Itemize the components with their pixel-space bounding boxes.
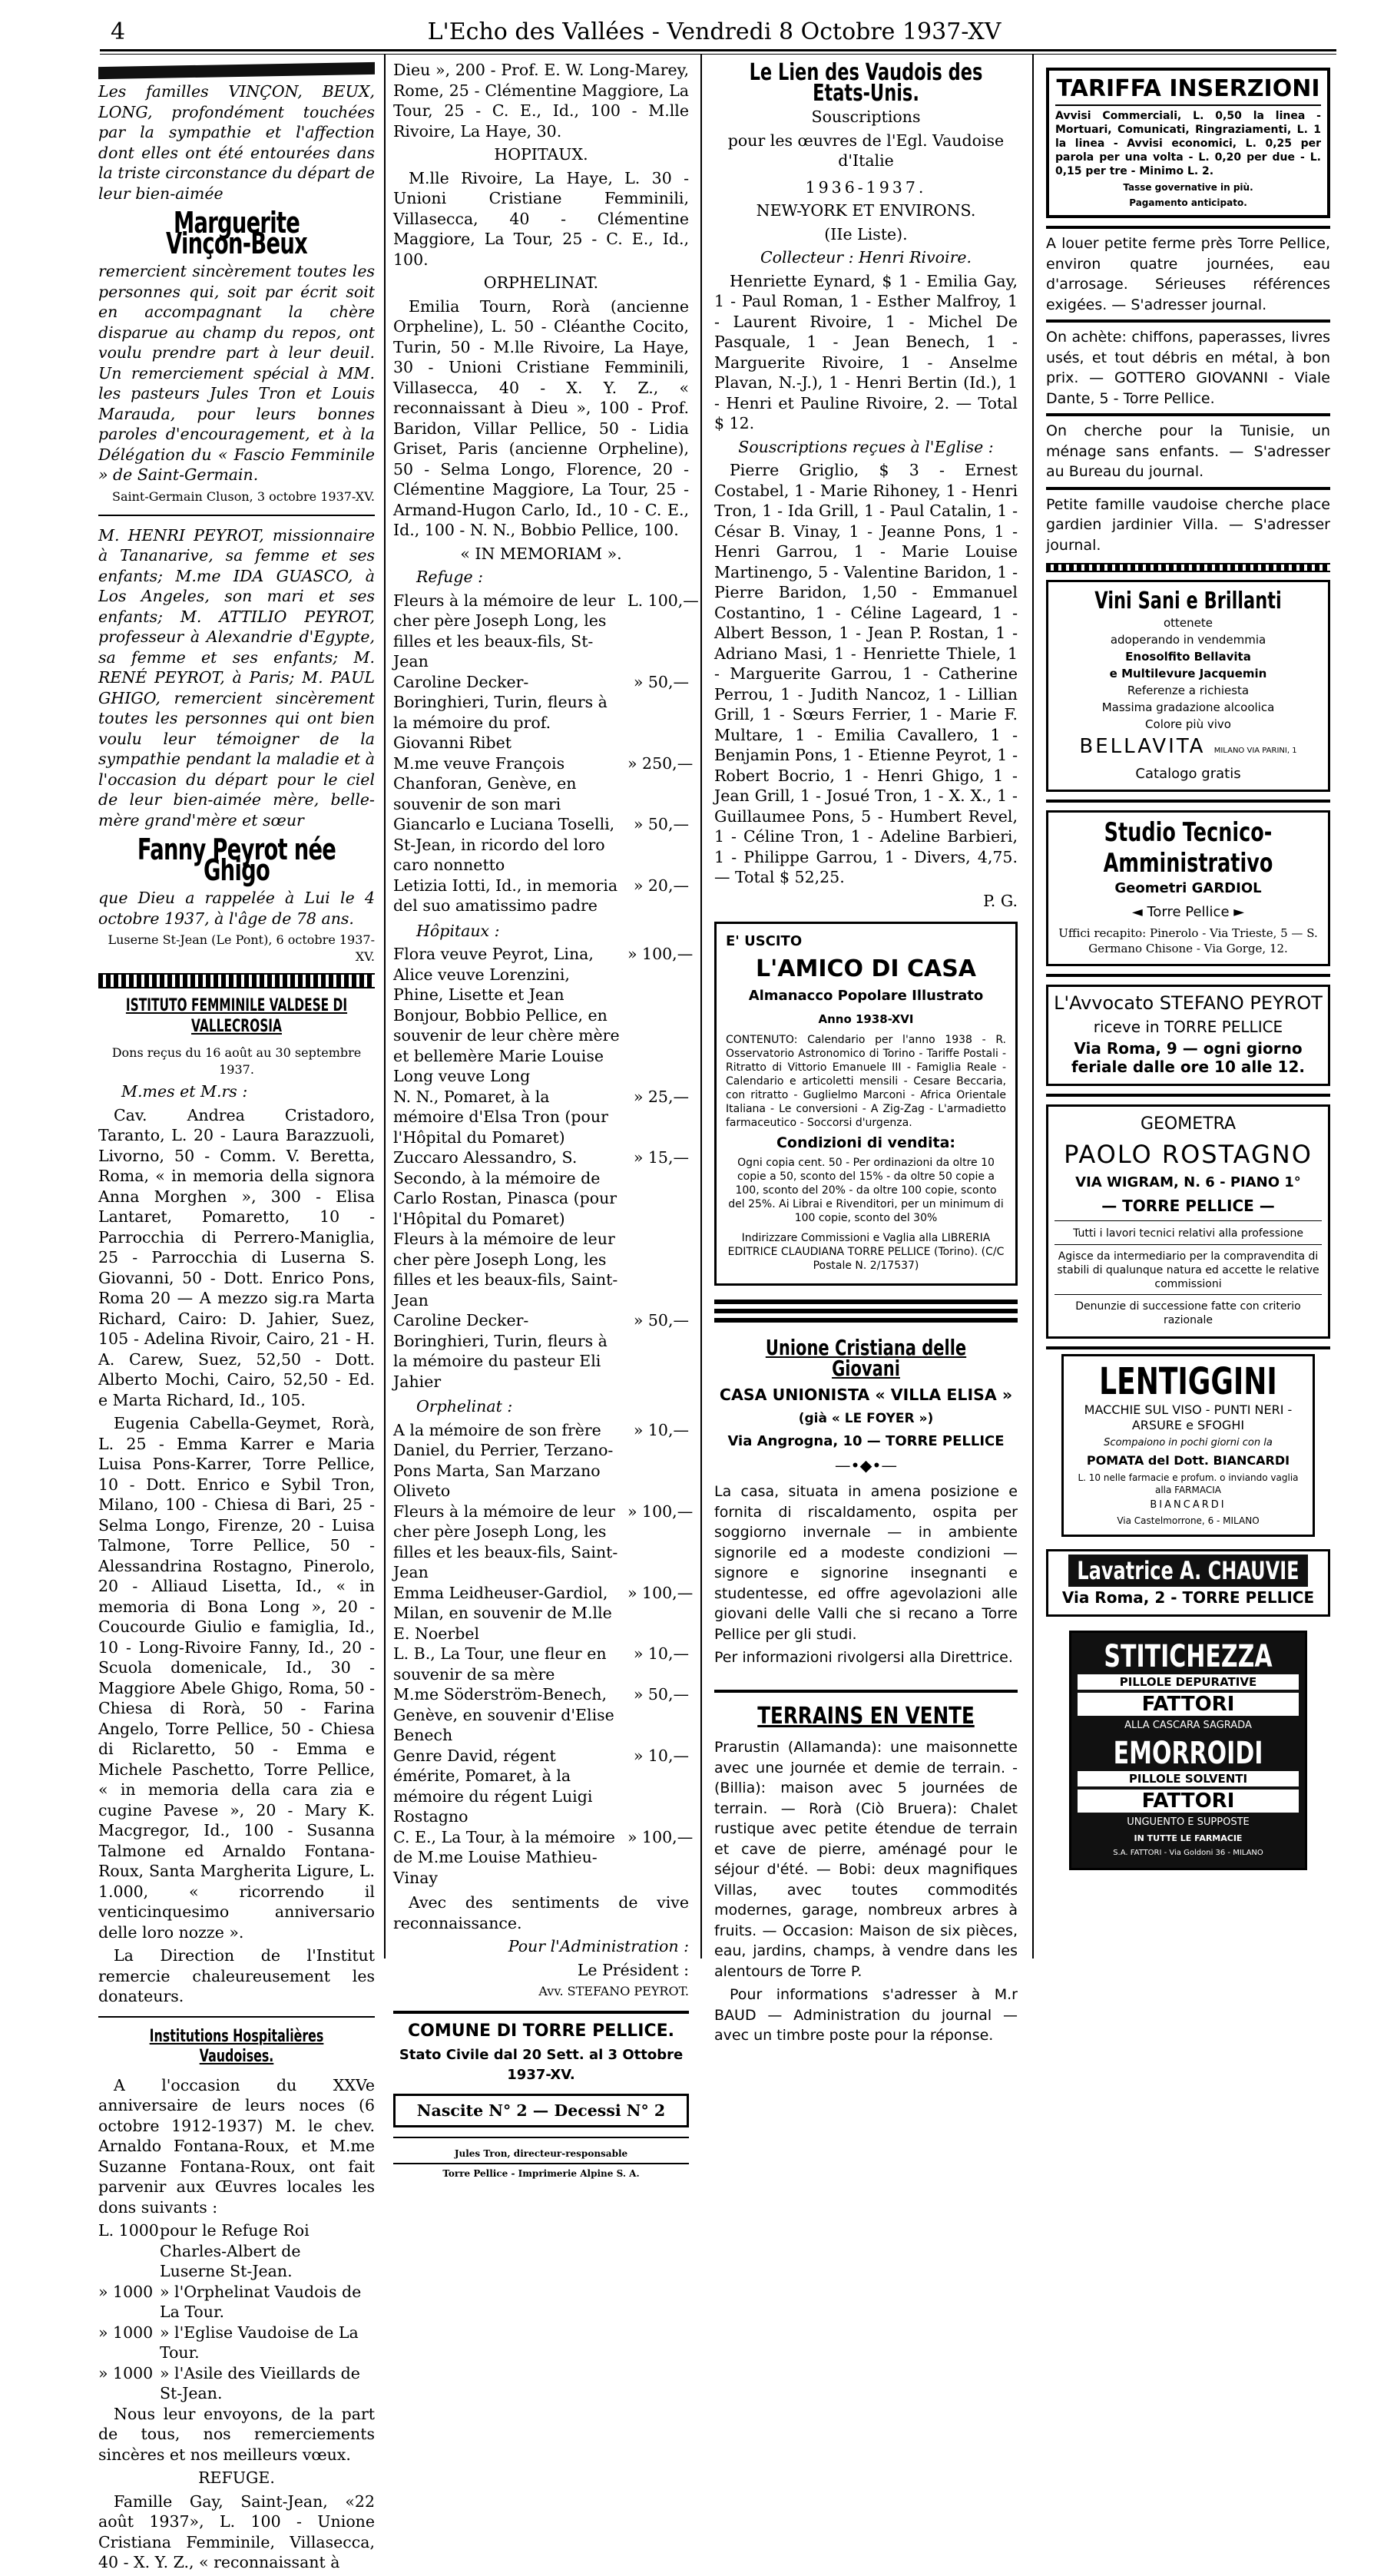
istituto-title: ISTITUTO FEMMINILE VALDESE DI VALLECROSIA [125,996,348,1036]
memoriam-entry: Zuccaro Alessandro, S. Secondo, à la mémoire de Carlo Rostan, Pinasca (pour l'Hôpital du Pomaret) » 15,— [393,1148,689,1228]
memoriam-heading: « IN MEMORIAM ». [460,544,622,563]
emorroidi-line: S.A. FATTORI - Via Goldoni 36 - MILANO [1113,1849,1263,1857]
geometra-agency: Agisce da intermediario per la compravendita di stabili di qualunque natura ed accette le relative commissioni [1055,1244,1322,1291]
ornament: —•◆•— [835,1455,897,1475]
decorative-bar [714,1318,1018,1323]
emorroidi-line: PILLOLE SOLVENTI [1078,1771,1299,1786]
amico-conditions-title: Condizioni di vendita: [776,1134,956,1151]
vini-line: Referenze a richiesta [1127,684,1250,697]
avvocato-text: riceve in TORRE PELLICE [1093,1018,1283,1036]
column-1 [98,60,375,2576]
lien-subtitle: Souscriptions [811,108,921,126]
hopitaux-heading: HOPITAUX. [494,145,588,164]
ucg-address: Via Angrogna, 10 — TORRE PELLICE [727,1433,1005,1449]
divider [1046,1094,1330,1097]
lien-list: (IIe Liste). [824,224,908,243]
memoriam-entry: M.me veuve François Chanforan, Genève, en souvenir de son mari » 250,— [393,753,694,813]
memoriam-entry: Caroline Decker-Boringhieri, Turin, fleurs à la mémoire du pasteur Eli Jahier » 50,— [393,1311,689,1391]
lien-signature: P. G. [983,891,1018,910]
divider [1046,226,1330,229]
divider [1046,320,1330,323]
lentiggini-line: MACCHIE SUL VISO - PUNTI NERI - ARSURE e SFOGHI [1084,1402,1293,1432]
memoriam-entry: Fleurs à la mémoire de leur cher père Joseph Long, les filles et les beaux-fils, Saint-Jean [393,1230,618,1310]
lavatrice-title: Lavatrice A. CHAUVIE [1068,1555,1308,1587]
tariffa-text: Avvisi Commerciali, L. 0,50 la linea - Mortuari, Comunicati, Ringraziamenti, L. 1 la linea - Avvisi economici, L. 0,25 per parola per una volta - L. 0,20 per due - L. 0,15 per tre - Minimo L. 2. [1055,110,1321,177]
memoriam-entry: N. N., Pomaret, à la mémoire d'Elsa Tron (pour l'Hôpital du Pomaret) » 25,— [393,1087,689,1147]
peyrot-name: Fanny Peyrot née Ghigo [137,833,336,887]
lentiggini-title: LENTIGGINI [1099,1360,1277,1403]
masthead-title: L'Echo des Vallées - Vendredi 8 Octobre 1937-XV [427,18,1002,45]
stitichezza-line: PILLOLE DEPURATIVE [1078,1674,1299,1690]
divider [98,515,375,516]
institutions-text: A l'occasion du XXVe anniversaire de leurs noces (6 octobre 1912-1937) M. le chev. Arnaldo Fontana-Roux, et M.me Suzanne Fontana-Roux, ont fait parvenir aux Œuvres locales les dons suivants : [98,2075,375,2217]
divider [714,1690,1018,1693]
lien-years: 1936-1937. [805,177,927,197]
lentiggini-line: POMATA del Dott. BIANCARDI [1086,1453,1290,1468]
divider [393,2011,689,2014]
amico-title: L'AMICO DI CASA [755,955,977,982]
imprint-printer: Torre Pellice - Imprimerie Alpine S. A. [442,2168,640,2179]
memoriam-entry: A la mémoire de son frère Daniel, du Perrier, Terzano-Pons Marta, San Marzano Oliveto » 10,— [393,1420,689,1500]
studio-title: Studio Tecnico-Amministrativo [1103,817,1273,879]
ucg-casa: CASA UNIONISTA « VILLA ELISA » [719,1386,1013,1404]
vini-line: ottenete [1163,616,1213,630]
vincon-signature: Saint-Germain Cluson, 3 octobre 1937-XV. [111,488,375,504]
refuge-subheading: Refuge : [416,568,484,586]
vincon-thanks: remercient sincèrement toutes les personnes qui, soit par écrit soit en accompagnant la chère disparue au champ du repos, ont voulu prendre part à leur deuil. Un remerciement spécial à MM. les pasteurs Jules Tron et Louis Marauda, pour leurs bonnes paroles d'encouragement, et à la Délégation du « Fascio Femminile » de Saint-Germain. [98,262,375,484]
terrains-text: Prarustin (Allamanda): une maisonnette avec une journée et demie de terrain. - (Billia): maison avec 5 journées de terrain. — Rorà (Ciò Bruera): Chalet rustique avec petite étendue de terrain et cave de pierre, aménagé pour le séjour d'été. — Bobi: deux magnifiques Villas, avec toutes commodités modernes, garage, nombreux arbres à fruits. — Occasion: Maison de six pièces, eau, jardins, champs, à vendre dans les alentours de Torre P. [714,1739,1018,1980]
memoriam-entry: Emma Leidheuser-Gardiol, Milan, en souvenir de M.lle E. Noerbel » 100,— [393,1583,694,1643]
stitichezza-line: ALLA CASCARA SAGRADA [1124,1720,1252,1731]
lien-subtitle-2: pour les œuvres de l'Egl. Vaudoise d'Italie [727,131,1005,170]
memoriam-entry: Giancarlo e Luciana Toselli, St-Jean, in ricordo del loro caro nonnetto » 50,— [393,815,689,874]
geometra-head: GEOMETRA [1140,1114,1237,1134]
avvocato-ad [1046,985,1330,1086]
tariffa-title: TARIFFA INSERZIONI [1055,74,1321,106]
decorative-bar [714,1300,1018,1304]
studio-name: Geometri GARDIOL [1114,880,1262,896]
header-rule [100,49,1336,51]
stitichezza-ad [1069,1631,1307,1870]
column-4 [1046,60,1330,1870]
peyrot-text: que Dieu a rappelée à Lui le 4 octobre 1937, à l'âge de 78 ans. [98,889,375,928]
closing-pour: Pour l'Administration : [508,1937,689,1955]
stitichezza-line: FATTORI [1078,1693,1299,1716]
institution-item: » 1000 » l'Asile des Vieillards de St-Jean. [98,2363,360,2402]
istituto-thanks: La Direction de l'Institut remercie chaleureusement les donateurs. [98,1946,375,2005]
geometra-city: — TORRE PELLICE — [1101,1197,1275,1215]
top-text: Dieu », 200 - Prof. E. W. Long-Marey, Rome, 25 - Clémentine Maggiore, La Tour, 25 - C. E., Id., 100 - M.lle Rivoire, La Haye, 30. [393,61,689,141]
vini-title: Vini Sani e Brillanti [1094,588,1282,614]
orphelinat-heading: ORPHELINAT. [483,273,599,292]
hopitaux-text: M.lle Rivoire, La Haye, L. 30 - Unioni Cristiane Femminili, Villasecca, 40 - Clémentine Maggiore, La Tour, 25 - C. E., Id., 100. [393,168,689,269]
emorroidi-line: IN TUTTE LE FARMACIE [1134,1833,1243,1843]
institutions-thanks: Nous leur envoyons, de la part de tous, nos remerciements sincères et nos meilleurs vœux. [98,2404,375,2464]
header-rule-thin [100,54,1336,55]
studio-offices: Uffici recapito: Pinerolo - Via Trieste, 5 — S. Germano Chisone - Via Gorge, 12. [1058,926,1318,955]
tariffa-box [1046,68,1330,218]
peyrot-notice: M. HENRI PEYROT, missionnaire à Tananarive, sa femme et ses enfants; M.me IDA GUASCO, à Los Angeles, son mari et ses enfants; M. ATTILIO PEYROT, professeur à Alexandrie d'Egypte, sa femme et ses enfants; M. RENÉ PEYROT, à Paris; M. PAUL GHIGO, remercient sincèrement toutes les personnes qui ont bien voulu leur témoigner de la sympathie pendant la maladie et à l'occasion du départ pour le ciel de leur bien-aimée mère, belle-mère grand'mère et sœur [98,525,375,829]
imprint-director: Jules Tron, directeur-responsable [454,2148,628,2159]
tariffa-payment: Pagamento anticipato. [1129,197,1247,208]
lavatrice-address: Via Roma, 2 - TORRE PELLICE [1061,1588,1315,1607]
amico-content: CONTENUTO: Calendario per l'anno 1938 - R. Osservatorio Astronomico di Torino - Tariffe Postali - Ritratto di Vittorio Emanuele III - Famiglia Reale - Calendario e articoletti mensili - Cesare Beccaria, con ritratto - Guglielmo Marconi - Africa Orientale Italiana - Le conversioni - A Zig-Zag - L'armadietto farmaceutico - Soccorsi d'urgenza. [726,1033,1006,1129]
tariffa-tax: Tasse governative in più. [1123,182,1253,193]
memoriam-entry: Letizia Iotti, Id., in memoria del suo amatissimo padre » 20,— [393,876,689,915]
stitichezza-title: STITICHEZZA [1104,1639,1273,1674]
lentiggini-ad [1061,1354,1315,1537]
lien-city: NEW-YORK ET ENVIRONS. [756,201,976,220]
vini-catalog: Catalogo gratis [1135,766,1241,782]
geometra-ad [1046,1104,1330,1339]
column-2 [393,60,699,2183]
geometra-succession: Denunzie di successione fatte con criterio razionale [1055,1294,1322,1327]
mourning-bar [98,62,375,79]
studio-city: ◄ Torre Pellice ► [1131,903,1245,920]
lien-subtitle-3: Souscriptions reçues à l'Eglise : [738,437,994,456]
vini-brand: BELLAVITA MILANO VIA PARINI, 1 [1079,735,1297,758]
vini-line: Massima gradazione alcoolica [1101,700,1275,714]
vini-ad [1046,580,1330,792]
divider [393,2137,689,2138]
hopitaux-subheading: Hôpitaux : [416,921,500,940]
lien-text-2: Pierre Griglio, $ 3 - Ernest Costabel, 1 - Marie Rihoney, 1 - Henri Tron, 1 - Ida Grill, 1 - Paul Catalin, 1 - César B. Vinay, 1 - Jeanne Pons, 1 - Henri Garrou, 1 - Marie Louise Martinengo, 5 - Valentine Baridon, 1 - Pierre Baridon, 1,50 - Emmanuel Costantino, 1 - Céline Lageard, 1 - Albert Besson, 1 - Jean P. Rostan, 1 - Adriano Masi, 1 - Henriette Thiele, 1 - Marguerite Garrou, 1 - Catherine Perrou, 1 - Judith Nancoz, 1 - Lillian Grill, 1 - Sœurs Ferrier, 1 - Marie F. Multare, 1 - Emilia Cavallero, 1 - Benjamin Pons, 1 - Etienne Peyrot, 1 - Robert Bocrio, 1 - Henri Ghigo, 1 - Jean Grill, 1 - Josué Tron, 1 - X. X., 1 - Guillaumee Pons, 5 - Humbert Revel, 1 - Céline Tron, 1 - Adeline Barbieri, 1 - Philippe Garrou, 1 - Divers, 4,75. — Total $ 52,25. [714,461,1018,886]
lien-collector: Collecteur : Henri Rivoire. [760,248,972,267]
comune-title: COMUNE DI TORRE PELLICE. [408,2021,674,2041]
amico-subtitle: Almanacco Popolare Illustrato [748,987,984,1004]
divider [98,2016,375,2018]
memoriam-entry: Genre David, régent émérite, Pomaret, à la mémoire du régent Luigi Rostagno » 10,— [393,1746,689,1826]
avvocato-title: L'Avvocato STEFANO PEYROT [1054,992,1323,1014]
refuge-heading: REFUGE. [198,2468,275,2487]
geometra-address: VIA WIGRAM, N. 6 - PIANO 1° [1075,1174,1301,1190]
orphelinat-subheading: Orphelinat : [416,1397,513,1415]
studio-ad [1046,810,1330,966]
institutions-list [98,2220,375,2404]
divider [1046,974,1330,977]
ad-louer: A louer petite ferme près Torre Pellice, environ quatre journées, eau d'arrosage. Sérieuses références exigées. — S'adresser journal. [1046,235,1330,313]
divider [1046,1346,1330,1349]
page-header [100,14,1329,48]
vini-line: e Multilevure Jacquemin [1109,667,1267,680]
ad-cherche: On cherche pour la Tunisie, un ménage sans enfants. — S'adresser au Bureau du journal. [1046,422,1330,480]
refuge-text: Famille Gay, Saint-Jean, «22 août 1937», L. 100 - Unione Cristiana Femminile, Villasecca, 40 - X. Y. Z., « reconnaissant à [98,2492,375,2571]
ucg-info: Per informazioni rivolgersi alla Direttrice. [714,1649,1013,1666]
institution-item: » 1000 » l'Eglise Vaudoise de La Tour. [98,2323,359,2362]
comune-subtitle: Stato Civile dal 20 Sett. al 3 Ottobre 1937-XV. [399,2046,684,2083]
comune-box: Nascite N° 2 — Decessi N° 2 [393,2094,689,2128]
vincon-notice: Les familles VINÇON, BEUX, LONG, profondément touchées par la sympathie et l'affection dont elles ont été entourées dans la triste circonstance du départ de leur bien-aimée [98,82,375,203]
amico-label: E' USCITO [726,933,803,949]
column-divider [384,54,386,1958]
vini-line: Enosolfito Bellavita [1125,650,1251,664]
decorative-bar [714,1309,1018,1313]
amico-conditions: Ogni copia cent. 50 - Per ordinazioni da oltre 10 copie a 50, sconto del 15% - da oltre 50 copie a 100, sconto del 20% - da oltre 100 copie, sconto del 25%. Ai Librai e Rivenditori, per un minimum di 100 copie, sconto del 30% [728,1157,1004,1224]
ad-achete: On achète: chiffons, paperasses, livres usés, et tout débris en métal, à bon prix. — GOTTERO GIOVANNI - Viale Dante, 5 - Torre Pellice. [1046,329,1330,407]
lentiggini-line: BIANCARDI [1150,1499,1227,1511]
memoriam-entry: L. B., La Tour, une fleur en souvenir de sa mère » 10,— [393,1644,689,1684]
istituto-text-2: Eugenia Cabella-Geymet, Rorà, L. 25 - Emma Karrer e Maria Luisa Pons-Karrer, Torre Pellice, 10 - Dott. Enrico e Sybil Tron, Milano, 100 - Chiesa di Bari, 25 - Selma Longo, Firenze, 20 - Luisa Talmone, Torre Pellice, 50 - Alessandrina Rostagno, Pinerolo, 20 - Alliaud Lisetta, Id., « in memoria di Bona Long », 20 - Coucourde Giulio e famiglia, Id., 10 - Long-Rivoire Fanny, Id., 20 - Scuola domenicale, Id., 30 - Maggiore Abele Ghigo, Roma, 50 - Chiesa di Rorà, 50 - Farina Angelo, Torre Pellice, 50 - Chiesa di Riclaretto, 50 - Emma e Michele Paschetto, Torre Pellice, « in memoria della cara zia e cugine Pavese », 20 - Mary K. Macgregor, Id., 100 - Susanna Talmone ed Arnaldo Fontana-Roux, Santa Margherita Ligure, L. 1.000, « ricorrendo il venticinquesimo anniversario delle loro nozze ». [98,1414,375,1942]
divider [393,2163,689,2164]
page-number: 4 [111,18,126,45]
emorroidi-title: EMORROIDI [1113,1736,1263,1771]
amico-address: Indirizzare Commissioni e Vaglia alla LIBRERIA EDITRICE CLAUDIANA TORRE PELLICE (Torino). (C/C Postale N. 2/17537) [727,1232,1005,1272]
closing-name: Avv. STEFANO PEYROT. [538,1984,689,1998]
divider [1046,413,1330,416]
institution-item: » 1000 » l'Orphelinat Vaudois de La Tour. [98,2282,362,2321]
lentiggini-line: Scompaiono in pochi giorni con la [1104,1437,1273,1449]
avvocato-address: Via Roma, 9 — ogni giorno feriale dalle ore 10 alle 12. [1071,1039,1305,1076]
divider [1046,800,1330,803]
decorative-divider [1046,563,1330,572]
geometra-name: PAOLO ROSTAGNO [1064,1140,1313,1169]
column-divider [1032,54,1034,1958]
memoriam-entry: Fleurs à la mémoire de leur cher père Joseph Long, les filles et les beaux-fils, St-Jean L. 100,— [393,591,699,670]
istituto-subtitle: Dons reçus du 16 août au 30 septembre 1937. [111,1045,362,1077]
amico-ad [714,922,1018,1286]
memoriam-entry: C. E., La Tour, à la mémoire de M.me Louise Mathieu-Vinay » 100,— [393,1827,694,1887]
lavatrice-ad [1046,1549,1330,1617]
lentiggini-line: Via Castelmorrone, 6 - MILANO [1117,1515,1260,1526]
orphelinat-text: Emilia Tourn, Rorà (ancienne Orpheline), L. 50 - Cléanthe Cocito, Turin, 50 - M.lle Rivoire, La Haye, 30 - Unioni Cristiane Femminili, Villasecca, 40 - X. Y. Z., « reconnaissant à Dieu », 100 - Prof. Baridon, Villar Pellice, 50 - Lidia Griset, Paris (ancienne Orpheline), 50 - Selma Longo, Florence, 20 - Clémentine Maggiore, La Tour, 25 - Armand-Hugon Carlo, Id., 10 - C. E., Id., 100 - N. N., Bobbio Pellice, 100. [393,296,689,539]
memoriam-entry: Fleurs à la mémoire de leur cher père Joseph Long, les filles et les beaux-fils, Saint-Jean » 100,— [393,1502,694,1581]
geometra-work: Tutti i lavori tecnici relativi alla professione [1055,1220,1322,1241]
amico-year: Anno 1938-XVI [818,1012,914,1026]
column-3 [714,60,1018,2049]
decorative-divider [98,973,375,988]
divider [1046,487,1330,490]
closing-text: Avec des sentiments de vive reconnaissance. [393,1893,689,1932]
lien-text-1: Henriette Eynard, $ 1 - Emilia Gay, 1 - Paul Roman, 1 - Esther Malfroy, 1 - Laurent Rivoire, 1 - Michel De Pasquale, 1 - Jean Benech, 1 - Marguerite Rivoire, 1 - Anselme Plavan, N.-J.), 1 - Henri Bertin (Id.), 1 - Henri et Pauline Rivoire, 2. — Total $ 12. [714,271,1018,432]
lentiggini-line: L. 10 nelle farmacie e profum. o inviando vaglia alla FARMACIA [1078,1472,1299,1495]
memoriam-entry: Flora veuve Peyrot, Lina, Alice veuve Lorenzini, Phine, Lisette et Jean Bonjour, Bobbio Pellice, en souvenir de leur chère mère et bellemère Marie Louise Long veuve Long » 100,— [393,945,694,1085]
vincon-name: Marguerite Vinçon-Beux [165,206,308,260]
vini-line: Colore più vivo [1145,717,1231,731]
lien-title: Le Lien des Vaudois des Etats-Unis. [749,59,983,107]
column-divider [700,54,702,1958]
istituto-text: Cav. Andrea Cristadoro, Taranto, L. 20 - Laura Barazzuoli, Livorno, 50 - Comm. V. Beretta, Roma, « in memoria della signora Anna Morghen », 300 - Elisa Lantaret, Pomaretto, 10 - Parrocchia di Perrero-Maniglia, 25 - Parrocchia di Luserna S. Giovanni, 50 - Dott. Enrico Pons, Roma 20 — A mezzo sig.ra Marta Richard, Cairo: D. Jahier, Suez, 105 - Adelina Rivoir, Cairo, 21 - H. A. Carew, Suez, 52,50 - Dott. Alberto Mochi, Cairo, 52,50 - Ed. e Marta Richard, Id., 105. [98,1105,375,1409]
terrains-title: TERRAINS EN VENTE [757,1702,975,1730]
terrains-info: Pour informations s'adresser à M.r BAUD — Administration du journal — avec un timbre poste pour la réponse. [714,1986,1018,2044]
emorroidi-line: FATTORI [1078,1790,1299,1813]
istituto-mm: M.mes et M.rs : [121,1082,248,1101]
vini-line: adoperando in vendemmia [1110,633,1266,647]
memoriam-entry: M.me Söderström-Benech, Genève, en souvenir d'Elise Benech » 50,— [393,1685,689,1744]
peyrot-signature: Luserne St-Jean (Le Pont), 6 octobre 1937-XV. [108,932,375,964]
ucg-gia: (già « LE FOYER ») [798,1410,934,1426]
memoriam-entry: Caroline Decker-Boringhieri, Turin, fleurs à la mémoire du prof. Giovanni Ribet » 50,— [393,672,689,752]
ad-petite-famille: Petite famille vaudoise cherche place gardien jardinier Villa. — S'adresser journal. [1046,495,1330,554]
ucg-text: La casa, situata in amena posizione e fornita di riscaldamento, ospita per soggiorno invernale — in ambiente signorile ed a modeste condizioni — signore e signorine insegnanti e studentesse, ed offre agevolazioni alle giovani delle Valli che si recano a Torre Pellice per gli studi. [714,1483,1018,1643]
emorroidi-line: UNGUENTO E SUPPOSTE [1127,1816,1250,1828]
closing-president: Le Président : [577,1960,689,1979]
institutions-title: Institutions Hospitalières Vaudoises. [149,2026,324,2066]
ucg-title: Unione Cristiana delle Giovani [765,1335,967,1381]
institution-item: L. 1000 pour le Refuge Roi Charles-Albert de Luserne St-Jean. [98,2221,310,2280]
